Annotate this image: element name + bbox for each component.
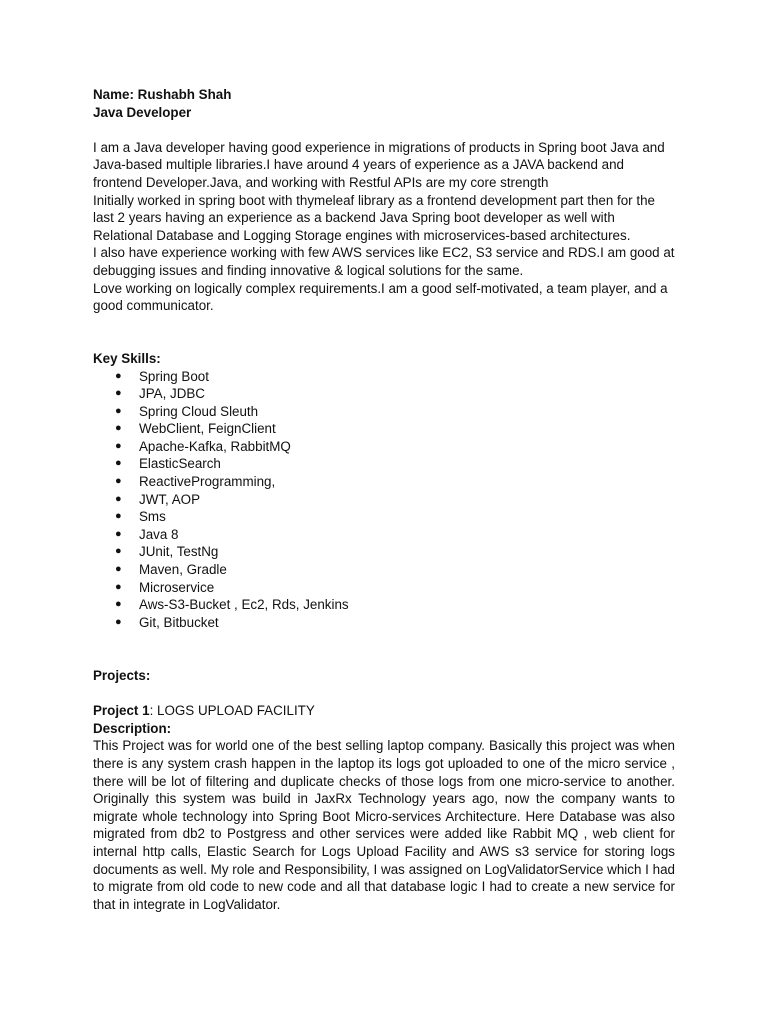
bullet-icon: ● bbox=[115, 527, 122, 540]
bullet-icon: ● bbox=[115, 369, 122, 382]
bullet-icon: ● bbox=[115, 580, 122, 593]
summary-paragraph-3: I also have experience working with few AWS services like EC2, S3 service and RDS.I am good at debugging issues and finding innovative & logical solutions for the same. bbox=[93, 245, 675, 278]
list-item: ● Apache-Kafka, RabbitMQ bbox=[115, 438, 291, 454]
bullet-icon: ● bbox=[115, 510, 122, 523]
summary-paragraph-2: Initially worked in spring boot with thymeleaf library as a frontend development part then for the last 2 years having an experience as a backend Java Spring boot developer as well with Relational Database and Logging Storage engines with microservices-based architectures. bbox=[93, 192, 655, 243]
list-item: ● JUnit, TestNg bbox=[115, 544, 219, 560]
list-item: ● Spring Cloud Sleuth bbox=[115, 403, 259, 419]
project-1-title-line bbox=[93, 702, 675, 720]
list-item: ● JPA, JDBC bbox=[115, 386, 205, 402]
bullet-icon: ● bbox=[115, 615, 122, 628]
resume-page bbox=[93, 86, 675, 913]
project-1-description: This Project was for world one of the best selling laptop company. Basically this project was when there is any system crash happen in the laptop its logs got uploaded to one of the micro service , there will be lot of filtering and duplicate checks of those logs from one micro-service to another. Originally this system was build in JaxRx Technology years ago, now the company wants to migrate whole technology into Spring Boot Micro-services Architecture. Here Database was also migrated from db2 to Postgress and other services were added like Rabbit MQ , web client for internal http calls, Elastic Search for Logs Upload Facility and AWS s3 service for storing logs documents as well. My role and Responsibility, I was assigned on LogValidatorService which I had to migrate from old code to new code and all that database logic I had to create a new service for that in integrate in LogValidator. bbox=[93, 738, 675, 912]
project-1-description-heading: Description: bbox=[93, 720, 172, 736]
bullet-icon: ● bbox=[115, 598, 122, 611]
list-item: ● Java 8 bbox=[115, 526, 179, 542]
bullet-icon: ● bbox=[115, 439, 122, 452]
list-item: ● WebClient, FeignClient bbox=[115, 421, 276, 437]
bullet-icon: ● bbox=[115, 404, 122, 417]
bullet-icon: ● bbox=[115, 492, 122, 505]
candidate-name: Name: Rushabh Shah bbox=[93, 87, 232, 102]
bullet-icon: ● bbox=[115, 387, 122, 400]
project-1-label: Project 1 bbox=[93, 703, 150, 719]
bullet-icon: ● bbox=[115, 422, 122, 435]
key-skills-heading: Key Skills: bbox=[93, 350, 161, 366]
list-item: ● ReactiveProgramming, bbox=[115, 474, 276, 490]
list-item: ● ElasticSearch bbox=[115, 456, 221, 472]
list-item: ● Git, Bitbucket bbox=[115, 614, 219, 630]
bullet-icon: ● bbox=[115, 563, 122, 576]
list-item: ● JWT, AOP bbox=[115, 491, 201, 507]
summary-paragraph-1: I am a Java developer having good experience in migrations of products in Spring boot Java and Java-based multiple libraries.I have around 4 years of experience as a JAVA backend and frontend Developer.Java, and working with Restful APIs are my core strength bbox=[93, 139, 665, 190]
list-item: ● Maven, Gradle bbox=[115, 562, 227, 578]
candidate-role: Java Developer bbox=[93, 104, 192, 120]
projects-heading: Projects: bbox=[93, 667, 151, 683]
list-item: ● Aws-S3-Bucket , Ec2, Rds, Jenkins bbox=[115, 597, 349, 613]
list-item: ● Spring Boot bbox=[115, 368, 209, 384]
key-skills-list bbox=[93, 368, 675, 632]
list-item: ● Microservice bbox=[115, 579, 215, 595]
bullet-icon: ● bbox=[115, 457, 122, 470]
bullet-icon: ● bbox=[115, 475, 122, 488]
project-1-title: : LOGS UPLOAD FACILITY bbox=[149, 703, 315, 719]
list-item: ● Sms bbox=[115, 509, 166, 525]
bullet-icon: ● bbox=[115, 545, 122, 558]
summary-paragraph-4: Love working on logically complex requirements.I am a good self-motivated, a team player, and a good communicator. bbox=[93, 280, 668, 314]
